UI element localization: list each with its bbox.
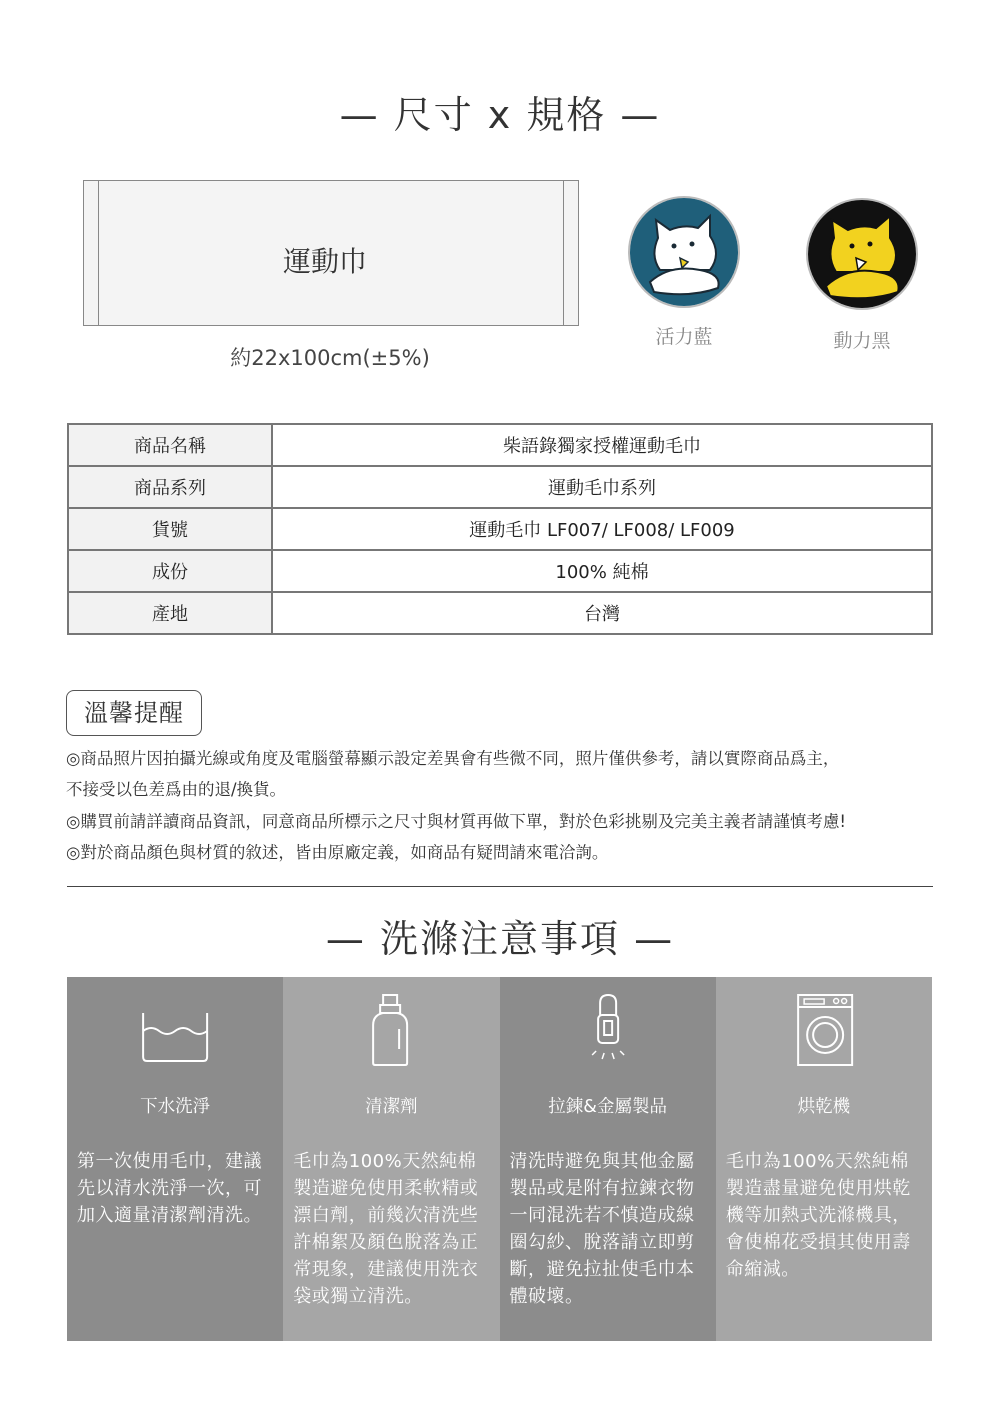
table-row [68,466,932,508]
table-row [68,424,932,466]
table-row [68,550,932,592]
notice-line: ◎購買前請詳讀商品資訊，同意商品所標示之尺寸與材質再做下單，對於色彩挑剔及完美主義者請謹慎考慮! [66,812,847,831]
care-text: 第一次使用毛巾，建議先以清水洗淨一次，可加入適量清潔劑清洗。 [77,1151,262,1226]
spec-value: 台灣 [272,592,932,634]
care-item-dryer [716,977,932,1341]
spec-key: 商品系列 [68,466,272,508]
table-row [68,508,932,550]
zipper-icon [500,991,716,1071]
spec-key: 產地 [68,592,272,634]
shiba-black-icon [808,200,916,308]
spec-value: 運動毛巾系列 [272,466,932,508]
towel-size: 約22x100cm(±5%) [230,346,430,370]
notice-line: ◎商品照片因拍攝光線或角度及電腦螢幕顯示設定差異會有些微不同，照片僅供參考，請以實際商品爲主， [66,749,840,768]
spec-table [67,423,933,635]
divider [67,886,933,887]
table-row [68,592,932,634]
spec-key: 貨號 [68,508,272,550]
care-title: 烘乾機 [797,1097,851,1117]
care-text: 清洗時避免與其他金屬製品或是附有拉鍊衣物一同混洗若不慎造成線圈勾紗、脫落請立即剪斷，避免拉扯使毛巾本體破壞。 [509,1151,695,1307]
notice-line: ◎對於商品顏色與材質的敘述，皆由原廠定義，如商品有疑問請來電洽詢。 [66,843,609,862]
shiba-blue-icon [630,198,738,306]
care-title: 清潔劑 [365,1097,418,1117]
color-swatch-blue [628,196,740,308]
care-title: 拉鍊&金屬製品 [548,1097,667,1117]
dryer-machine-icon [716,991,932,1071]
wash-basin-icon [67,991,283,1071]
care-section-title: — 洗滌注意事項 — [325,917,675,961]
spec-value: 運動毛巾 LF007/ LF008/ LF009 [272,508,932,550]
color-swatch-black [806,198,918,310]
spec-key: 商品名稱 [68,424,272,466]
notice-line: 不接受以色差爲由的退/換貨。 [66,780,287,799]
detergent-bottle-icon [283,991,499,1071]
care-grid [67,977,932,1341]
care-title: 下水洗淨 [140,1097,211,1117]
spec-key: 成份 [68,550,272,592]
size-section-title: — 尺寸 x 規格 — [339,93,661,137]
care-text: 毛巾為100%天然純棉製造盡量避免使用烘乾機等加熱式洗滌機具，會使棉花受損其使用壽命縮減。 [725,1151,911,1280]
towel-label: 運動巾 [282,245,367,278]
notice-badge: 溫馨提醒 [66,690,202,736]
care-item-wash [67,977,283,1341]
spec-value: 柴語錄獨家授權運動毛巾 [272,424,932,466]
care-item-zipper [500,977,716,1341]
care-item-detergent [283,977,499,1341]
color-label-black: 動力黑 [833,330,891,352]
spec-value: 100% 純棉 [272,550,932,592]
color-label-blue: 活力藍 [655,326,713,348]
care-text: 毛巾為100%天然純棉製造避免使用柔軟精或漂白劑，前幾次清洗些許棉絮及顏色脫落為正常現象，建議使用洗衣袋或獨立清洗。 [293,1151,479,1307]
